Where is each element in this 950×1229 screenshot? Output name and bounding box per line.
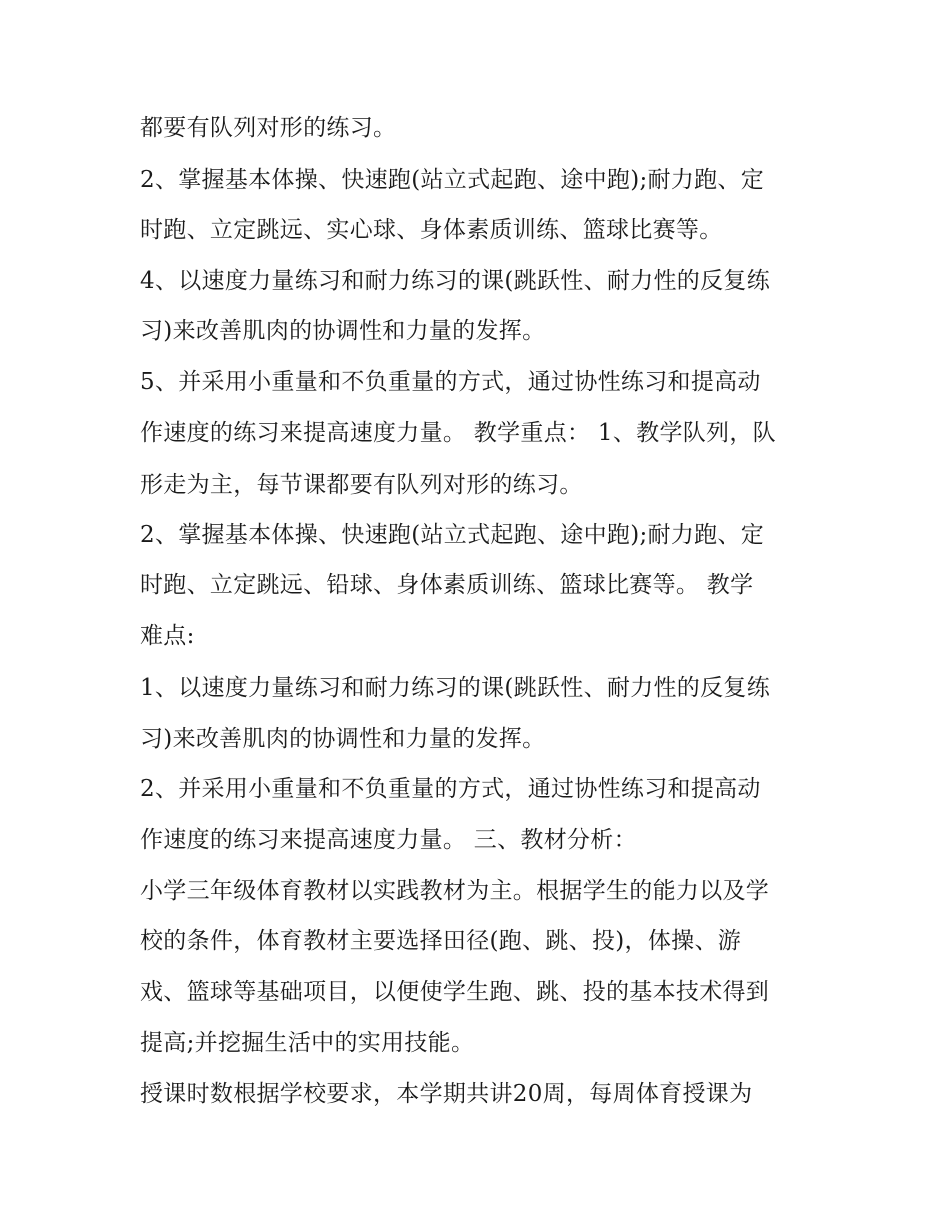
text-line: 校的条件，体育教材主要选择田径(跑、跳、投)，体操、游 <box>140 928 742 954</box>
text-line: 5、并采用小重量和不负重量的方式，通过协性练习和提高动 <box>140 369 761 395</box>
text-line: 小学三年级体育教材以实践教材为主。根据学生的能力以及学 <box>140 878 770 904</box>
text-line: 时跑、立定跳远、实心球、身体素质训练、篮球比赛等。 <box>140 217 723 243</box>
text-line: 提高;并挖掘生活中的实用技能。 <box>140 1030 475 1056</box>
text-line: 4、以速度力量练习和耐力练习的课(跳跃性、耐力性的反复练 <box>140 268 771 294</box>
text-line: 作速度的练习来提高速度力量。 教学重点： 1、教学队列，队 <box>140 420 776 446</box>
text-line: 时跑、立定跳远、铅球、身体素质训练、篮球比赛等。 教学 <box>140 572 754 598</box>
text-line: 2、掌握基本体操、快速跑(站立式起跑、途中跑);耐力跑、定 <box>140 167 765 193</box>
text-line: 习)来改善肌肉的协调性和力量的发挥。 <box>140 726 546 752</box>
text-line: 戏、篮球等基础项目，以便使学生跑、跳、投的基本技术得到 <box>140 979 770 1005</box>
text-line: 2、并采用小重量和不负重量的方式，通过协性练习和提高动 <box>140 776 761 802</box>
text-line: 都要有队列对形的练习。 <box>140 115 397 141</box>
text-line: 2、掌握基本体操、快速跑(站立式起跑、途中跑);耐力跑、定 <box>140 522 765 548</box>
text-line: 授课时数根据学校要求，本学期共讲20周，每周体育授课为 <box>140 1081 753 1107</box>
text-line: 作速度的练习来提高速度力量。 三、教材分析： <box>140 827 637 853</box>
text-line: 难点: <box>140 623 195 649</box>
text-line: 1、以速度力量练习和耐力练习的课(跳跃性、耐力性的反复练 <box>140 675 771 701</box>
text-line: 习)来改善肌肉的协调性和力量的发挥。 <box>140 318 546 344</box>
text-line: 形走为主，每节课都要有队列对形的练习。 <box>140 472 583 498</box>
